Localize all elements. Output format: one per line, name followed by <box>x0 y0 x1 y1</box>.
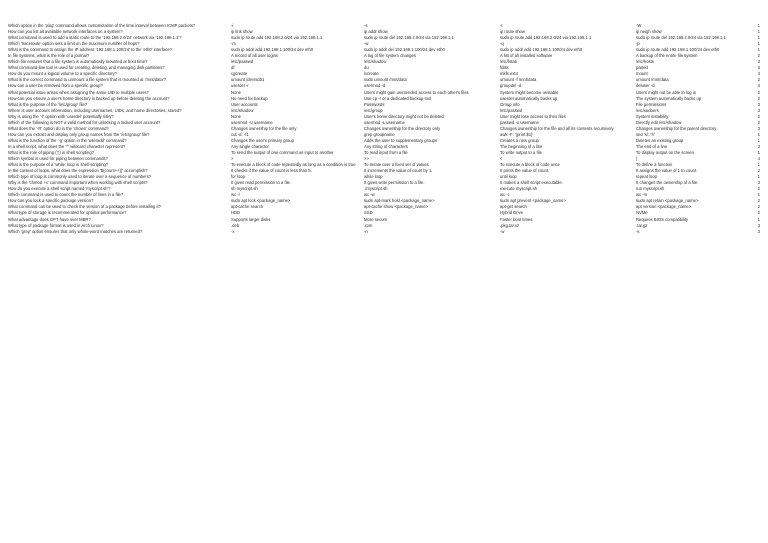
table-row <box>8 229 760 235</box>
option-d-cell: wc -m <box>636 192 648 198</box>
question-cell: What type of storage is recommended for optimal performance? <box>8 210 127 216</box>
question-cell: Which type of loop is commonly used to iterate over a sequence of numbers? <box>8 174 152 180</box>
option-c-cell: It makes a shell script executable. <box>500 180 563 186</box>
option-d-cell: deluser -d <box>636 83 655 89</box>
option-d-cell: repeat loop <box>636 174 657 180</box>
option-d-cell: System instability <box>636 113 669 119</box>
option-d-cell: /etc/hosts <box>636 59 654 65</box>
option-a-cell: usermod -U username <box>231 119 273 125</box>
option-b-cell: /etc/group <box>364 107 383 113</box>
option-b-cell: Passwords <box>364 101 385 107</box>
question-cell: Which symbol is used for piping between commands? <box>8 156 108 162</box>
option-a-cell: -i <box>231 23 234 28</box>
option-b-cell: usermod -L username <box>364 119 405 125</box>
option-b-cell: User's home directory might not be deleted <box>364 113 444 119</box>
option-b-cell: while loop <box>364 174 383 180</box>
option-d-cell: sudo ip route add 192.168.1.100/24 dev eth0 <box>636 47 720 53</box>
option-b-cell: wc -w <box>364 192 375 198</box>
option-d-cell: File permissions <box>636 101 667 107</box>
option-b-cell: To iterate over a fixed set of values <box>364 162 429 168</box>
answer-number-cell: 2 <box>757 186 760 192</box>
option-d-cell: -s <box>636 228 640 234</box>
answer-number-cell: 2 <box>757 53 760 59</box>
option-c-cell: -q <box>500 41 504 47</box>
option-d-cell: The system automatically backs up <box>636 95 702 101</box>
option-d-cell: NVMe <box>636 210 648 216</box>
option-a-cell: apt-cache search <box>231 204 264 210</box>
option-c-cell: It prints the value of count. <box>500 168 550 174</box>
answer-number-cell: 2 <box>757 77 760 83</box>
option-d-cell: The end of a line <box>636 143 668 149</box>
option-d-cell: It assigns the value of 1 to count. <box>636 168 698 174</box>
answer-number-cell: 1 <box>757 162 760 168</box>
question-cell: What potential issue arises when assigning the same UID to multiple users? <box>8 89 149 95</box>
question-cell: What is the correct command to unmount a file system that is mounted at '/mnt/data'? <box>8 77 167 83</box>
answer-number-cell: 1 <box>757 137 760 143</box>
option-a-cell: Changes ownership for the file only <box>231 125 297 131</box>
option-c-cell: mkfs.ext4 <box>500 71 518 77</box>
option-a-cell: Changes the user's primary group <box>231 137 294 143</box>
option-a-cell: /etc/shadow <box>231 107 254 113</box>
question-sheet <box>8 23 760 235</box>
option-c-cell: ip route show <box>500 29 525 35</box>
answer-number-cell: 4 <box>757 83 760 89</box>
answer-number-cell: 2 <box>757 113 760 119</box>
option-b-cell: apt-cache show <package_name> <box>364 204 429 210</box>
option-b-cell: Adds the user to supplementary groups <box>364 137 438 143</box>
option-a-cell: /etc/passwd <box>231 59 254 65</box>
option-b-cell: sudo apt-mark hold <package_name> <box>364 198 435 204</box>
answer-number-cell: 2 <box>757 168 760 174</box>
option-c-cell: Faster boot times <box>500 216 533 222</box>
answer-number-cell: 4 <box>757 71 760 77</box>
question-cell: Which command is used to count the number of lines in a file? <box>8 192 124 198</box>
question-cell: In the context of loops, what does the expression '$(count++))' accomplish? <box>8 168 148 174</box>
option-a-cell: .deb <box>231 222 240 228</box>
option-a-cell: HDD <box>231 210 241 216</box>
option-d-cell: parted <box>636 65 648 71</box>
option-d-cell: Users might not be able to log in <box>636 89 697 95</box>
option-a-cell: To send the output of one command as input to another <box>231 149 334 155</box>
option-c-cell: sudo ip addr add 192.168.1.100/24 dev eth0 <box>500 47 583 53</box>
option-a-cell: -m <box>231 41 236 47</box>
option-d-cell: To define a function <box>636 162 673 168</box>
question-cell: What command can be used to check the version of a package before installing it? <box>8 204 161 210</box>
question-cell: How do you mount a logical volume to a specific directory? <box>8 71 117 77</box>
question-cell: What command is used to add a static route to the '192.168.2.0/24' network via '192.168.1.1'? <box>8 35 182 41</box>
answer-number-cell: 1 <box>757 47 760 53</box>
answer-number-cell: 2 <box>757 119 760 125</box>
option-d-cell: umount /mnt/data <box>636 77 669 83</box>
option-a-cell: umount /dev/sdb1 <box>231 77 265 83</box>
option-c-cell: sudo ip route add 192.168.2.0/24 via 192.168.1.1 <box>500 35 592 41</box>
answer-number-cell: 1 <box>757 149 760 155</box>
option-d-cell: Changes ownership for the parent directory <box>636 125 717 131</box>
option-b-cell: usermod -d <box>364 83 386 89</box>
question-cell: What is the role of piping ('|') in shell scripting? <box>8 149 95 155</box>
answer-number-cell: 4 <box>757 156 760 162</box>
answer-number-cell: 3 <box>757 107 760 113</box>
option-c-cell: sudo apt prevent <package_name> <box>500 198 566 204</box>
answer-number-cell: 2 <box>757 95 760 101</box>
option-b-cell: .rpm <box>364 222 373 228</box>
option-a-cell: sh myscript.sh <box>231 186 258 192</box>
option-a-cell: sudo apt lock <package_name> <box>231 198 291 204</box>
option-a-cell: Supports larger disks <box>231 216 271 222</box>
option-a-cell: sudo ip route add 192.168.2.0/24 via 192.168.1.1 <box>231 35 323 41</box>
option-b-cell: Any string of characters <box>364 143 408 149</box>
question-cell: What command-line tool is used for creating, deleting, and managing disk partitions? <box>8 65 165 71</box>
option-d-cell: ip neigh show <box>636 29 662 35</box>
option-b-cell: grep groupname <box>364 131 395 137</box>
option-d-cell: | <box>636 156 638 162</box>
question-cell: Why is the 'chmod +x' command important when working with shell scripts? <box>8 180 148 186</box>
question-cell: What is the function of the '-g' option in the 'useradd' command? <box>8 137 127 143</box>
answer-number-cell: 1 <box>757 41 760 47</box>
option-b-cell: Users might gain unintended access to each other's files <box>364 89 469 95</box>
question-cell: How do you execute a shell script named 'myscript.sh'? <box>8 186 111 192</box>
question-cell: How can you lock a specific package version? <box>8 198 94 204</box>
question-cell: What is the command to assign the IP address '192.168.1.100/24' to the 'eth0' interface? <box>8 47 172 53</box>
option-c-cell: execute myscript.sh <box>500 186 538 192</box>
option-b-cell: Use cp -r or a dedicated backup tool <box>364 95 432 101</box>
option-d-cell: apt version <package_name> <box>636 204 692 210</box>
option-d-cell: sed 's/:.*//' <box>636 131 656 137</box>
answer-number-cell: 1 <box>757 23 760 28</box>
option-b-cell: SSD <box>364 210 373 216</box>
option-a-cell: User accounts <box>231 101 258 107</box>
question-cell: How can a user be removed from a specific group? <box>8 83 103 89</box>
option-a-cell: It gives read permission to a file. <box>231 180 292 186</box>
option-b-cell: sudo ip route del 192.168.2.0/24 via 192.168.1.1 <box>364 35 454 41</box>
option-d-cell: It changes the ownership of a file. <box>636 180 699 186</box>
question-cell: Where is user account information, including usernames, UIDs, and home directories, stored? <box>8 107 182 113</box>
option-d-cell: -p <box>636 41 640 47</box>
option-b-cell: ip addr show <box>364 29 388 35</box>
option-c-cell: .pkg.tar.xz <box>500 222 520 228</box>
question-cell: Which 'grep' option ensures that only whole-word matches are returned? <box>8 228 143 234</box>
option-c-cell: The beginning of a line <box>500 143 543 149</box>
option-b-cell: /etc/shadow <box>364 59 387 65</box>
question-cell: What type of package format is used in Arch Linux? <box>8 222 104 228</box>
question-cell: How can you ensure a user's home directory is backed up before deleting the account? <box>8 95 170 101</box>
answer-number-cell: 2 <box>757 89 760 95</box>
answer-number-cell: 3 <box>757 101 760 107</box>
option-c-cell: Group info <box>500 101 520 107</box>
option-c-cell: userdel automatically backs up <box>500 95 558 101</box>
option-b-cell: sudo umount /mnt/data <box>364 77 407 83</box>
option-d-cell: Directly edit /etc/shadow <box>636 119 682 125</box>
option-b-cell: It increments the value of count by 1. <box>364 168 433 174</box>
option-c-cell: Changes ownership for the file and all its contents recursively <box>500 125 614 131</box>
option-c-cell: apt-get search <box>500 204 527 210</box>
question-cell: Which of the following is NOT a valid method for unlocking a locked user account? <box>8 119 161 125</box>
option-c-cell: A list of all installed software <box>500 53 553 59</box>
option-d-cell: .tar.gz <box>636 222 648 228</box>
option-b-cell: Changes ownership for the directory only <box>364 125 441 131</box>
option-c-cell: User might lose access to their files <box>500 113 566 119</box>
option-b-cell: To read input from a file <box>364 149 408 155</box>
answer-number-cell: 1 <box>757 35 760 41</box>
option-c-cell: Hybrid Drive <box>500 210 524 216</box>
option-c-cell: wc -c <box>500 192 510 198</box>
option-d-cell: Deletes an existing group <box>636 137 684 143</box>
option-c-cell: -w <box>500 228 505 234</box>
option-c-cell: -t <box>500 23 503 28</box>
option-b-cell: -w <box>364 41 369 47</box>
option-d-cell: Requires BIOS compatibility <box>636 216 689 222</box>
question-cell: What is the purpose of the '/etc/group' file? <box>8 101 88 107</box>
option-b-cell: More secure <box>364 216 388 222</box>
option-d-cell: sudo ip route del 192.168.2.0/24 via 192.168.1.1 <box>636 35 726 41</box>
answer-number-cell: 3 <box>757 222 760 228</box>
option-b-cell: -n <box>364 228 368 234</box>
option-c-cell: /etc/passwd <box>500 107 523 113</box>
answer-number-cell: 1 <box>757 29 760 35</box>
option-b-cell: It gives write permission to a file. <box>364 180 425 186</box>
option-b-cell: lvcreate <box>364 71 379 77</box>
option-a-cell: df <box>231 65 235 71</box>
option-d-cell: A backup of the entire file system <box>636 53 698 59</box>
question-cell: In file systems, what is the role of a journal? <box>8 53 90 59</box>
option-b-cell: ./myscript.sh <box>364 186 388 192</box>
answer-number-cell: 2 <box>757 198 760 204</box>
answer-number-cell: 3 <box>757 65 760 71</box>
answer-number-cell: 3 <box>757 59 760 65</box>
option-b-cell: A log of file system changes <box>364 53 416 59</box>
option-c-cell: umount -f /mnt/data <box>500 77 537 83</box>
option-c-cell: until loop <box>500 174 517 180</box>
option-a-cell: None <box>231 113 242 119</box>
option-b-cell: du <box>364 65 369 71</box>
answer-number-cell: 1 <box>757 174 760 180</box>
question-cell: In a shell script, what does the '^' wildcard character represent? <box>8 143 126 149</box>
question-cell: What is the purpose of a 'while' loop in shell scripting? <box>8 162 109 168</box>
option-d-cell: To display output on the screen <box>636 149 694 155</box>
answer-number-cell: 1 <box>757 216 760 222</box>
option-a-cell: No need for backup <box>231 95 268 101</box>
option-d-cell: run myscript.sh <box>636 186 665 192</box>
option-d-cell: mount <box>636 71 648 77</box>
option-d-cell: -W <box>636 23 642 28</box>
option-c-cell: fdisk <box>500 65 509 71</box>
answer-number-cell: 2 <box>757 210 760 216</box>
option-a-cell: > <box>231 156 234 162</box>
question-cell: How can you list all available network interfaces on a system? <box>8 29 123 35</box>
option-d-cell: sudo apt retain <package_name> <box>636 198 699 204</box>
question-cell: What does the '-R' option do in the 'chown' command? <box>8 125 109 131</box>
answer-number-cell: 3 <box>757 228 760 234</box>
option-b-cell: sudo ip addr del 192.168.1.100/24 dev eth0 <box>364 47 445 53</box>
answer-number-cell: 3 <box>757 180 760 186</box>
option-a-cell: It checks if the value of count is less than 5. <box>231 168 312 174</box>
option-a-cell: Any single character <box>231 143 269 149</box>
option-c-cell: Creates a new group <box>500 137 539 143</box>
option-c-cell: /etc/fstab <box>500 59 517 65</box>
option-b-cell: -s <box>364 23 368 28</box>
option-a-cell: ip link show <box>231 29 253 35</box>
question-cell: How can you extract and display only group names from the '/etc/group' file? <box>8 131 150 137</box>
option-c-cell: groupdel -d <box>500 83 522 89</box>
answer-number-cell: 1 <box>757 192 760 198</box>
option-a-cell: cgcreate <box>231 71 248 77</box>
option-c-cell: awk -F: '{print $1}' <box>500 131 534 137</box>
answer-number-cell: 3 <box>757 125 760 131</box>
option-c-cell: < <box>500 156 503 162</box>
option-c-cell: To execute a block of code once <box>500 162 560 168</box>
question-cell: Why is using the '-f' option with 'userdel' potentially risky? <box>8 113 114 119</box>
option-b-cell: >> <box>364 156 369 162</box>
option-a-cell: userdel -r <box>231 83 249 89</box>
option-a-cell: To execute a block of code repeatedly as long as a condition is true <box>231 162 356 168</box>
option-a-cell: sudo ip addr add 192.168.1.100/24 dev eth0 <box>231 47 314 53</box>
option-a-cell: None <box>231 89 242 95</box>
option-a-cell: for loop <box>231 174 245 180</box>
answer-number-cell: 2 <box>757 204 760 210</box>
option-a-cell: -x <box>231 228 235 234</box>
question-cell: Which 'traceroute' option sets a limit on the maximum number of hops? <box>8 41 140 47</box>
option-a-cell: A record of all user logins <box>231 53 279 59</box>
question-cell: Which option in the 'ping' command allows customization of the time interval between ICMP packets? <box>8 23 196 28</box>
option-d-cell: /etc/sudoers <box>636 107 659 113</box>
question-cell: What advantage does GPT have over MBR? <box>8 216 91 222</box>
question-cell: Which file ensures that a file system is automatically mounted at boot time? <box>8 59 148 65</box>
option-a-cell: wc -l <box>231 192 240 198</box>
answer-number-cell: 1 <box>757 131 760 137</box>
option-c-cell: System might become unstable <box>500 89 559 95</box>
option-c-cell: To write output to a file <box>500 149 542 155</box>
option-c-cell: passwd -u username <box>500 119 539 125</box>
option-a-cell: cut -d: -f1 <box>231 131 249 137</box>
answer-number-cell: 3 <box>757 143 760 149</box>
